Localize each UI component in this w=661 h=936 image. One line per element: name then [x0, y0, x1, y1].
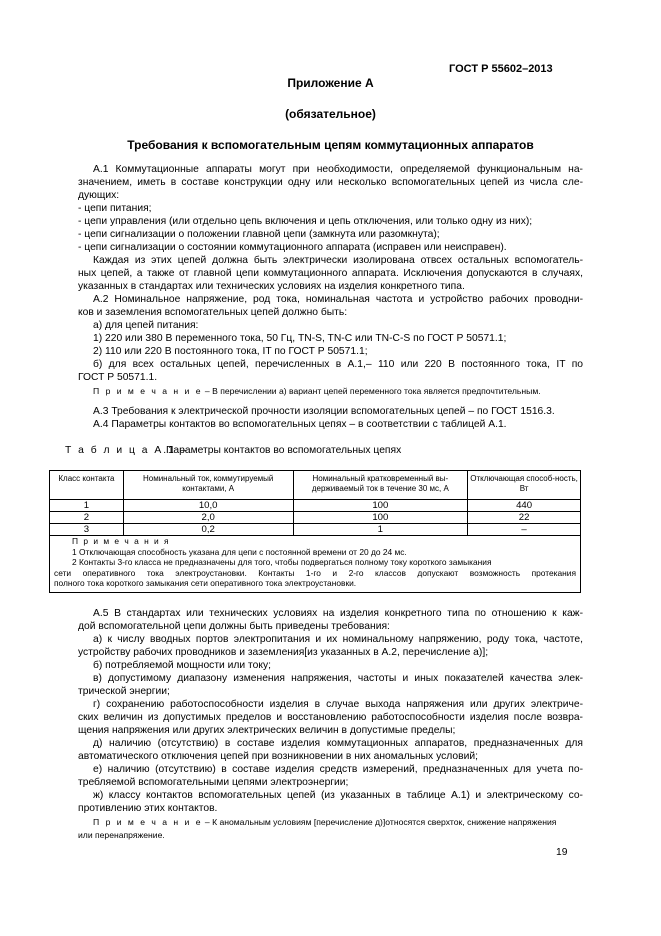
page-number: 19: [556, 847, 568, 858]
table-cell: 2: [50, 512, 124, 524]
table-caption-label: Т а б л и ц а А.1 –: [65, 445, 189, 456]
table-note-2-line: полного тока короткого замыкания сети оперативного тока электроустановки.: [54, 578, 357, 589]
note-2-line: или перенапряжение.: [78, 830, 165, 840]
list-item: ских величин из допустимых пределов и восстановлению работоспособности изделия после возвра-: [78, 712, 583, 723]
table-row: [50, 500, 581, 512]
paragraph-a1-line: А.1 Коммутационные аппараты могут при необходимости, определяемой функциональным на-: [93, 164, 583, 175]
list-item: д) наличию (отсутствию) в составе изделия коммутационных аппаратов, предназначенных для: [93, 738, 583, 749]
appendix-heading: Требования к вспомогательным цепям коммутационных аппаратов: [127, 138, 534, 152]
list-item: устройству рабочих проводников и заземления[из указанных в А.2, перечисление а)];: [78, 647, 489, 658]
list-item: а) для цепей питания:: [93, 320, 199, 331]
paragraph-a2-line: ков и заземления вспомогательных цепей должно быть:: [78, 307, 348, 318]
list-item: трической энергии;: [78, 686, 170, 697]
table-cell: –: [468, 524, 581, 536]
paragraph-a5-line: А.5 В стандартах или технических условиях на изделия конкретного типа по отношению к каж-: [93, 608, 583, 619]
table-cell: 440: [468, 500, 581, 512]
table-cell: 1: [50, 500, 124, 512]
note-2: [93, 816, 556, 829]
list-item: е) наличию (отсутствию) в составе изделия средств измерений, предназначенных для учета по-: [93, 764, 583, 775]
appendix-title: Приложение А: [287, 76, 374, 90]
paragraph-line: Каждая из этих цепей должна быть электрически изолирована отвсех остальных вспомогатель-: [93, 255, 583, 266]
standard-number: ГОСТ Р 55602–2013: [449, 63, 553, 75]
table-cell: 3: [50, 524, 124, 536]
table-cell: 100: [293, 500, 468, 512]
paragraph-a1-line: значением, иметь в составе конструкции одну или несколько вспомогательных цепей из числа сле-: [78, 177, 583, 188]
list-item: требляемой вспомогательными цепями электроэнергии;: [78, 777, 349, 788]
note-1: [93, 385, 541, 398]
list-item: автоматического отключения цепей при возникновении в них аномальных условий;: [78, 751, 478, 762]
paragraph-a1-line: дующих:: [78, 190, 120, 201]
list-item: 1) 220 или 380 В переменного тока, 50 Гц, TN-S, TN-C или TN-C-S по ГОСТ Р 50571.1;: [93, 333, 507, 344]
table-cell: 10,0: [123, 500, 293, 512]
list-item: щения напряжения или других электрических величин в допустимые пределы;: [78, 725, 456, 736]
table-notes-row: [50, 536, 581, 593]
note-label: П р и м е ч а н и е: [93, 817, 203, 827]
note-label: П р и м е ч а н и е: [93, 386, 203, 396]
list-item: - цепи сигнализации о состоянии коммутационного аппарата (исправен или неисправен).: [78, 242, 507, 253]
table-cell: 22: [468, 512, 581, 524]
paragraph-a5-line: дой вспомогательной цепи должны быть приведены требования:: [78, 621, 390, 632]
list-item: 2) 110 или 220 В постоянного тока, IT по ГОСТ Р 50571.1;: [93, 346, 368, 357]
list-item: - цепи управления (или отдельно цепь включения и цепь отключения, или только одну из них);: [78, 216, 533, 227]
list-item: б) для всех остальных цепей, перечисленных в А.1,– 110 или 220 В постоянного тока, IT по: [93, 359, 583, 370]
table-header-row: [50, 471, 581, 500]
note-text: – В перечислении а) вариант цепей переменного тока является предпочтительным.: [202, 386, 541, 396]
list-item: ж) классу контактов вспомогательных цепей (из указанных в таблице А.1) и электрическому со-: [93, 790, 583, 801]
appendix-status: (обязательное): [285, 107, 376, 121]
paragraph-a3: А.3 Требования к электрической прочности изоляции вспомогательных цепей – по ГОСТ 1516.3.: [93, 406, 555, 417]
table-row: [50, 524, 581, 536]
table-cell: 2,0: [123, 512, 293, 524]
table-note-2-line: 2 Контакты 3-го класса не предназначены для того, чтобы подвергаться полному току короткого замыкания: [72, 557, 492, 568]
contacts-table: [49, 470, 581, 593]
list-item: а) к числу вводных портов электропитания и их номинальному напряжению, роду тока, частоте,: [93, 634, 583, 645]
table-cell: 0,2: [123, 524, 293, 536]
table-row: [50, 512, 581, 524]
paragraph-a2-line: А.2 Номинальное напряжение, род тока, номинальная частота и устройство рабочих проводни-: [93, 294, 583, 305]
table-caption-title: Параметры контактов во вспомогательных цепях: [166, 445, 402, 456]
table-cell: 100: [293, 512, 468, 524]
list-item: г) сохранению работоспособности изделия в случае выхода напряжения или других электриче-: [93, 699, 583, 710]
list-item: - цепи сигнализации о положении главной цепи (замкнута или разомкнута);: [78, 229, 440, 240]
list-item: в) допустимому диапазону изменения напряжения, частоты и иных показателей качества элек-: [93, 673, 583, 684]
table-caption: [65, 445, 402, 456]
paragraph-line: указанных в стандартах или технических условиях на изделия конкретного типа.: [78, 281, 465, 292]
column-header: Класс контакта: [50, 471, 124, 500]
table-notes: [50, 536, 581, 593]
paragraph-a4: А.4 Параметры контактов во вспомогательных цепях – в соответствии с таблицей А.1.: [93, 419, 507, 430]
list-item: ГОСТ Р 50571.1.: [78, 372, 158, 383]
list-item: - цепи питания;: [78, 203, 152, 214]
column-header: Отключающая способ-ность, Вт: [468, 471, 581, 500]
list-item: б) потребляемой мощности или току;: [93, 660, 271, 671]
table-cell: 1: [293, 524, 468, 536]
column-header: Номинальный кратковременный вы-держиваемый ток в течение 30 мс, А: [293, 471, 468, 500]
paragraph-line: ных цепей, а также от главной цепи коммутационного аппарата. Исключения допускаются в случаях,: [78, 268, 583, 279]
notes-label: П р и м е ч а н и я: [72, 536, 171, 546]
table-note-2-line: сети оперативного тока электроустановки. Контакты 1-го и 2-го классов допускают возможность протекания: [54, 567, 576, 578]
list-item: противлению этих контактов.: [78, 803, 218, 814]
column-header: Номинальный ток, коммутируемый контактами, А: [123, 471, 293, 500]
table-note-1: 1 Отключающая способность указана для цепи с постоянной времени от 20 до 24 мс.: [72, 546, 407, 557]
note-text: – К аномальным условиям [перечисление д)]относятся сверхток, снижение напряжения: [202, 817, 557, 827]
